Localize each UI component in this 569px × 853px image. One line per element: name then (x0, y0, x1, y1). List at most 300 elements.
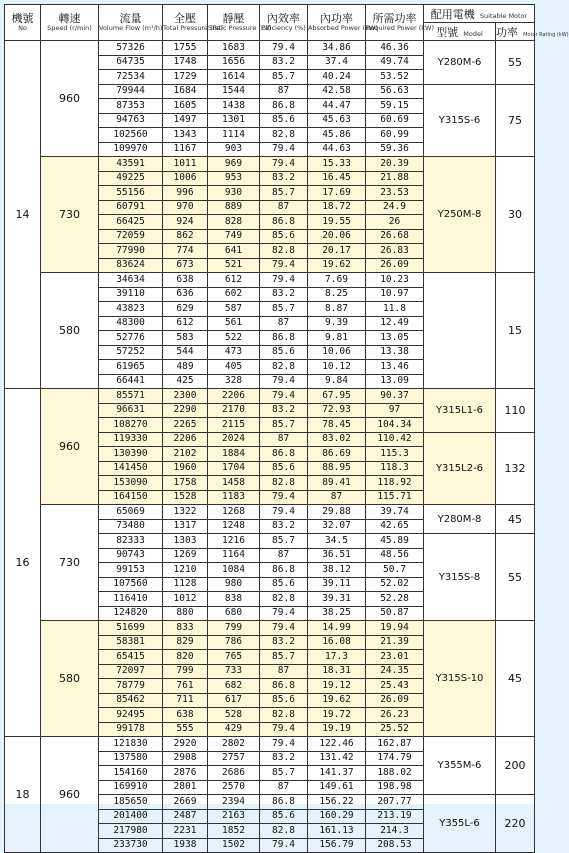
spec-table-frame (4, 4, 569, 851)
efficiency-cell: 85.7 (260, 186, 308, 201)
efficiency-cell: 85.6 (260, 113, 308, 128)
header-efficiency: 內效率 Efficiency (%) (260, 5, 308, 41)
total-pressure-cell: 1011 (163, 157, 208, 172)
speed-cell: 730 (41, 157, 99, 273)
required-power-cell: 208.53 (366, 838, 424, 853)
required-power-cell: 13.46 (366, 360, 424, 375)
absorbed-power-cell: 45.86 (308, 128, 366, 143)
efficiency-cell: 79.4 (260, 505, 308, 520)
absorbed-power-cell: 16.45 (308, 171, 366, 186)
table-row (5, 157, 535, 172)
absorbed-power-cell: 17.69 (308, 186, 366, 201)
absorbed-power-cell: 44.47 (308, 99, 366, 114)
flow-cell: 102560 (99, 128, 163, 143)
motor-power-cell: 45 (496, 505, 535, 534)
flow-cell: 66425 (99, 215, 163, 230)
machine-no-cell: 16 (5, 389, 41, 737)
flow-cell: 217980 (99, 824, 163, 839)
flow-cell: 77990 (99, 244, 163, 259)
motor-model-cell: Y280M-8 (424, 505, 496, 534)
total-pressure-cell: 1497 (163, 113, 208, 128)
speed-cell: 730 (41, 505, 99, 621)
absorbed-power-cell: 9.84 (308, 374, 366, 389)
efficiency-cell: 86.8 (260, 331, 308, 346)
static-pressure-cell: 521 (208, 258, 260, 273)
motor-model-cell: Y355M-6 (424, 737, 496, 795)
efficiency-cell: 87 (260, 84, 308, 99)
flow-cell: 55156 (99, 186, 163, 201)
efficiency-cell: 82.8 (260, 128, 308, 143)
absorbed-power-cell: 156.79 (308, 838, 366, 853)
absorbed-power-cell: 39.11 (308, 577, 366, 592)
required-power-cell: 48.56 (366, 548, 424, 563)
required-power-cell: 50.87 (366, 606, 424, 621)
total-pressure-cell: 820 (163, 650, 208, 665)
required-power-cell: 198.98 (366, 780, 424, 795)
total-pressure-cell: 1748 (163, 55, 208, 70)
header-absorbed-power: 內功率 Absorbed Power (kW) (308, 5, 366, 41)
static-pressure-cell: 1438 (208, 99, 260, 114)
flow-cell: 109970 (99, 142, 163, 157)
total-pressure-cell: 833 (163, 621, 208, 636)
total-pressure-cell: 612 (163, 316, 208, 331)
flow-cell: 185650 (99, 795, 163, 810)
flow-cell: 124820 (99, 606, 163, 621)
flow-cell: 154160 (99, 766, 163, 781)
total-pressure-cell: 425 (163, 374, 208, 389)
required-power-cell: 52.02 (366, 577, 424, 592)
total-pressure-cell: 1322 (163, 505, 208, 520)
efficiency-cell: 82.8 (260, 360, 308, 375)
header-required-power: 所需功率 Required Power (kW) (366, 5, 424, 41)
static-pressure-cell: 1301 (208, 113, 260, 128)
efficiency-cell: 79.4 (260, 737, 308, 752)
static-pressure-cell: 889 (208, 200, 260, 215)
absorbed-power-cell: 141.37 (308, 766, 366, 781)
total-pressure-cell: 2231 (163, 824, 208, 839)
flow-cell: 85462 (99, 693, 163, 708)
efficiency-cell: 87 (260, 316, 308, 331)
fan-performance-table (4, 4, 569, 853)
efficiency-cell: 79.4 (260, 389, 308, 404)
static-pressure-cell: 473 (208, 345, 260, 360)
absorbed-power-cell: 8.87 (308, 302, 366, 317)
efficiency-cell: 85.6 (260, 693, 308, 708)
flow-cell: 92495 (99, 708, 163, 723)
absorbed-power-cell: 34.5 (308, 534, 366, 549)
efficiency-cell: 83.2 (260, 519, 308, 534)
static-pressure-cell: 765 (208, 650, 260, 665)
required-power-cell: 24.35 (366, 664, 424, 679)
efficiency-cell: 85.6 (260, 809, 308, 824)
efficiency-cell: 87 (260, 200, 308, 215)
absorbed-power-cell: 8.25 (308, 287, 366, 302)
absorbed-power-cell: 86.69 (308, 447, 366, 462)
flow-cell: 90743 (99, 548, 163, 563)
static-pressure-cell: 1884 (208, 447, 260, 462)
flow-cell: 58381 (99, 635, 163, 650)
absorbed-power-cell: 19.55 (308, 215, 366, 230)
header-machine-no: 機號 No (5, 5, 41, 41)
total-pressure-cell: 555 (163, 722, 208, 737)
absorbed-power-cell: 122.46 (308, 737, 366, 752)
total-pressure-cell: 638 (163, 708, 208, 723)
required-power-cell: 39.74 (366, 505, 424, 520)
speed-cell: 960 (41, 41, 99, 157)
flow-cell: 72534 (99, 70, 163, 85)
flow-cell: 39110 (99, 287, 163, 302)
absorbed-power-cell: 34.86 (308, 41, 366, 56)
static-pressure-cell: 828 (208, 215, 260, 230)
static-pressure-cell: 1852 (208, 824, 260, 839)
efficiency-cell: 85.6 (260, 345, 308, 360)
total-pressure-cell: 2876 (163, 766, 208, 781)
speed-cell: 960 (41, 737, 99, 853)
absorbed-power-cell: 38.12 (308, 563, 366, 578)
static-pressure-cell: 1268 (208, 505, 260, 520)
static-pressure-cell: 969 (208, 157, 260, 172)
flow-cell: 57326 (99, 41, 163, 56)
efficiency-cell: 79.4 (260, 606, 308, 621)
flow-cell: 108270 (99, 418, 163, 433)
static-pressure-cell: 522 (208, 331, 260, 346)
absorbed-power-cell: 18.72 (308, 200, 366, 215)
total-pressure-cell: 636 (163, 287, 208, 302)
required-power-cell: 11.8 (366, 302, 424, 317)
required-power-cell: 188.02 (366, 766, 424, 781)
total-pressure-cell: 2669 (163, 795, 208, 810)
absorbed-power-cell: 45.63 (308, 113, 366, 128)
absorbed-power-cell: 18.31 (308, 664, 366, 679)
absorbed-power-cell: 78.45 (308, 418, 366, 433)
machine-no-cell: 18 (5, 737, 41, 853)
flow-cell: 87353 (99, 99, 163, 114)
motor-power-cell: 45 (496, 621, 535, 737)
header-motor-power: 功率 Motor Rating (kW) (496, 23, 535, 41)
absorbed-power-cell: 40.24 (308, 70, 366, 85)
static-pressure-cell: 2115 (208, 418, 260, 433)
total-pressure-cell: 2300 (163, 389, 208, 404)
total-pressure-cell: 2908 (163, 751, 208, 766)
total-pressure-cell: 1343 (163, 128, 208, 143)
table-row (5, 621, 535, 636)
flow-cell: 43591 (99, 157, 163, 172)
static-pressure-cell: 641 (208, 244, 260, 259)
total-pressure-cell: 673 (163, 258, 208, 273)
total-pressure-cell: 829 (163, 635, 208, 650)
motor-model-cell: Y315S-6 (424, 84, 496, 157)
required-power-cell: 13.05 (366, 331, 424, 346)
required-power-cell: 23.01 (366, 650, 424, 665)
flow-cell: 52776 (99, 331, 163, 346)
absorbed-power-cell: 131.42 (308, 751, 366, 766)
required-power-cell: 110.42 (366, 432, 424, 447)
efficiency-cell: 85.7 (260, 302, 308, 317)
required-power-cell: 19.94 (366, 621, 424, 636)
total-pressure-cell: 1960 (163, 461, 208, 476)
absorbed-power-cell: 15.33 (308, 157, 366, 172)
total-pressure-cell: 629 (163, 302, 208, 317)
table-header (5, 5, 569, 41)
static-pressure-cell: 903 (208, 142, 260, 157)
static-pressure-cell: 953 (208, 171, 260, 186)
efficiency-cell: 86.8 (260, 679, 308, 694)
required-power-cell: 115.71 (366, 490, 424, 505)
header-model: 型號 Model (424, 23, 496, 41)
total-pressure-cell: 638 (163, 273, 208, 288)
total-pressure-cell: 2920 (163, 737, 208, 752)
flow-cell: 153090 (99, 476, 163, 491)
flow-cell: 85571 (99, 389, 163, 404)
motor-power-cell: 110 (496, 389, 535, 433)
flow-cell: 64735 (99, 55, 163, 70)
absorbed-power-cell: 161.13 (308, 824, 366, 839)
total-pressure-cell: 924 (163, 215, 208, 230)
efficiency-cell: 85.6 (260, 577, 308, 592)
absorbed-power-cell: 9.81 (308, 331, 366, 346)
absorbed-power-cell: 87 (308, 490, 366, 505)
absorbed-power-cell: 16.08 (308, 635, 366, 650)
flow-cell: 119330 (99, 432, 163, 447)
efficiency-cell: 82.8 (260, 592, 308, 607)
efficiency-cell: 85.6 (260, 461, 308, 476)
absorbed-power-cell: 19.19 (308, 722, 366, 737)
required-power-cell: 118.3 (366, 461, 424, 476)
absorbed-power-cell: 7.69 (308, 273, 366, 288)
static-pressure-cell: 328 (208, 374, 260, 389)
static-pressure-cell: 1114 (208, 128, 260, 143)
static-pressure-cell: 1544 (208, 84, 260, 99)
efficiency-cell: 85.7 (260, 650, 308, 665)
required-power-cell: 26.23 (366, 708, 424, 723)
static-pressure-cell: 612 (208, 273, 260, 288)
efficiency-cell: 79.4 (260, 621, 308, 636)
total-pressure-cell: 2102 (163, 447, 208, 462)
absorbed-power-cell: 32.07 (308, 519, 366, 534)
static-pressure-cell: 1704 (208, 461, 260, 476)
flow-cell: 130390 (99, 447, 163, 462)
efficiency-cell: 86.8 (260, 215, 308, 230)
flow-cell: 51699 (99, 621, 163, 636)
table-row (5, 737, 535, 752)
motor-power-cell: 15 (496, 273, 535, 389)
static-pressure-cell: 1502 (208, 838, 260, 853)
required-power-cell: 97 (366, 403, 424, 418)
total-pressure-cell: 880 (163, 606, 208, 621)
efficiency-cell: 86.8 (260, 795, 308, 810)
motor-power-cell: 55 (496, 41, 535, 85)
efficiency-cell: 87 (260, 548, 308, 563)
static-pressure-cell: 2206 (208, 389, 260, 404)
absorbed-power-cell: 19.12 (308, 679, 366, 694)
total-pressure-cell: 862 (163, 229, 208, 244)
required-power-cell: 46.36 (366, 41, 424, 56)
absorbed-power-cell: 88.95 (308, 461, 366, 476)
required-power-cell: 174.79 (366, 751, 424, 766)
required-power-cell: 90.37 (366, 389, 424, 404)
total-pressure-cell: 1210 (163, 563, 208, 578)
total-pressure-cell: 970 (163, 200, 208, 215)
flow-cell: 78779 (99, 679, 163, 694)
motor-power-cell: 75 (496, 84, 535, 157)
efficiency-cell: 85.7 (260, 534, 308, 549)
total-pressure-cell: 2487 (163, 809, 208, 824)
efficiency-cell: 85.7 (260, 766, 308, 781)
required-power-cell: 49.74 (366, 55, 424, 70)
static-pressure-cell: 2757 (208, 751, 260, 766)
required-power-cell: 104.34 (366, 418, 424, 433)
required-power-cell: 118.92 (366, 476, 424, 491)
required-power-cell: 21.88 (366, 171, 424, 186)
total-pressure-cell: 761 (163, 679, 208, 694)
motor-model-cell: Y315L2-6 (424, 432, 496, 505)
total-pressure-cell: 2290 (163, 403, 208, 418)
static-pressure-cell: 799 (208, 621, 260, 636)
required-power-cell: 207.77 (366, 795, 424, 810)
flow-cell: 121830 (99, 737, 163, 752)
motor-model-cell: Y315L1-6 (424, 389, 496, 433)
total-pressure-cell: 1317 (163, 519, 208, 534)
static-pressure-cell: 1683 (208, 41, 260, 56)
flow-cell: 94763 (99, 113, 163, 128)
flow-cell: 66441 (99, 374, 163, 389)
flow-cell: 96631 (99, 403, 163, 418)
required-power-cell: 23.53 (366, 186, 424, 201)
required-power-cell: 26 (366, 215, 424, 230)
absorbed-power-cell: 83.02 (308, 432, 366, 447)
efficiency-cell: 83.2 (260, 635, 308, 650)
static-pressure-cell: 1164 (208, 548, 260, 563)
absorbed-power-cell: 44.63 (308, 142, 366, 157)
efficiency-cell: 86.8 (260, 99, 308, 114)
required-power-cell: 10.23 (366, 273, 424, 288)
efficiency-cell: 87 (260, 780, 308, 795)
absorbed-power-cell: 10.06 (308, 345, 366, 360)
flow-cell: 107560 (99, 577, 163, 592)
required-power-cell: 115.3 (366, 447, 424, 462)
absorbed-power-cell: 149.61 (308, 780, 366, 795)
total-pressure-cell: 489 (163, 360, 208, 375)
absorbed-power-cell: 29.88 (308, 505, 366, 520)
absorbed-power-cell: 89.41 (308, 476, 366, 491)
efficiency-cell: 83.2 (260, 171, 308, 186)
absorbed-power-cell: 72.93 (308, 403, 366, 418)
static-pressure-cell: 980 (208, 577, 260, 592)
efficiency-cell: 87 (260, 664, 308, 679)
required-power-cell: 25.52 (366, 722, 424, 737)
flow-cell: 65415 (99, 650, 163, 665)
total-pressure-cell: 711 (163, 693, 208, 708)
efficiency-cell: 79.4 (260, 273, 308, 288)
flow-cell: 43823 (99, 302, 163, 317)
motor-model-cell: Y315S-8 (424, 534, 496, 621)
flow-cell: 137580 (99, 751, 163, 766)
efficiency-cell: 85.7 (260, 418, 308, 433)
static-pressure-cell: 1614 (208, 70, 260, 85)
header-flow: 流量 Volume Flow (m³/h) (99, 5, 163, 41)
static-pressure-cell: 2802 (208, 737, 260, 752)
required-power-cell: 26.09 (366, 258, 424, 273)
absorbed-power-cell: 37.4 (308, 55, 366, 70)
speed-cell: 580 (41, 621, 99, 737)
motor-power-cell: 220 (496, 795, 535, 853)
required-power-cell: 59.36 (366, 142, 424, 157)
table-row (5, 41, 535, 56)
motor-power-cell: 55 (496, 534, 535, 621)
efficiency-cell: 79.4 (260, 41, 308, 56)
flow-cell: 73480 (99, 519, 163, 534)
static-pressure-cell: 602 (208, 287, 260, 302)
table-row (5, 389, 535, 404)
flow-cell: 141450 (99, 461, 163, 476)
total-pressure-cell: 2801 (163, 780, 208, 795)
absorbed-power-cell: 20.06 (308, 229, 366, 244)
static-pressure-cell: 405 (208, 360, 260, 375)
efficiency-cell: 79.4 (260, 490, 308, 505)
efficiency-cell: 83.2 (260, 751, 308, 766)
static-pressure-cell: 2163 (208, 809, 260, 824)
efficiency-cell: 83.2 (260, 403, 308, 418)
efficiency-cell: 79.4 (260, 722, 308, 737)
header-static-pressure: 靜壓 Static Pressure (Pa) (208, 5, 260, 41)
absorbed-power-cell: 67.95 (308, 389, 366, 404)
efficiency-cell: 83.2 (260, 55, 308, 70)
flow-cell: 61965 (99, 360, 163, 375)
static-pressure-cell: 682 (208, 679, 260, 694)
total-pressure-cell: 1528 (163, 490, 208, 505)
required-power-cell: 52.28 (366, 592, 424, 607)
total-pressure-cell: 1012 (163, 592, 208, 607)
total-pressure-cell: 1128 (163, 577, 208, 592)
static-pressure-cell: 528 (208, 708, 260, 723)
required-power-cell: 26.68 (366, 229, 424, 244)
required-power-cell: 24.9 (366, 200, 424, 215)
absorbed-power-cell: 20.17 (308, 244, 366, 259)
required-power-cell: 26.09 (366, 693, 424, 708)
total-pressure-cell: 583 (163, 331, 208, 346)
flow-cell: 57252 (99, 345, 163, 360)
efficiency-cell: 82.8 (260, 824, 308, 839)
motor-model-cell (424, 273, 496, 389)
absorbed-power-cell: 160.29 (308, 809, 366, 824)
absorbed-power-cell: 156.22 (308, 795, 366, 810)
flow-cell: 164150 (99, 490, 163, 505)
flow-cell: 72059 (99, 229, 163, 244)
static-pressure-cell: 2686 (208, 766, 260, 781)
required-power-cell: 60.99 (366, 128, 424, 143)
static-pressure-cell: 749 (208, 229, 260, 244)
efficiency-cell: 82.8 (260, 476, 308, 491)
absorbed-power-cell: 36.51 (308, 548, 366, 563)
motor-power-cell: 200 (496, 737, 535, 795)
required-power-cell: 53.52 (366, 70, 424, 85)
static-pressure-cell: 1084 (208, 563, 260, 578)
efficiency-cell: 82.8 (260, 708, 308, 723)
header-speed: 轉速 Speed (r/min) (41, 5, 99, 41)
required-power-cell: 60.69 (366, 113, 424, 128)
header-suitable-motor: 配用電機 Suitable Motor (424, 5, 535, 23)
absorbed-power-cell: 38.25 (308, 606, 366, 621)
efficiency-cell: 86.8 (260, 447, 308, 462)
flow-cell: 82333 (99, 534, 163, 549)
machine-no-cell: 14 (5, 41, 41, 389)
efficiency-cell: 79.4 (260, 258, 308, 273)
total-pressure-cell: 1938 (163, 838, 208, 853)
required-power-cell: 13.09 (366, 374, 424, 389)
efficiency-cell: 79.4 (260, 838, 308, 853)
total-pressure-cell: 799 (163, 664, 208, 679)
total-pressure-cell: 1605 (163, 99, 208, 114)
